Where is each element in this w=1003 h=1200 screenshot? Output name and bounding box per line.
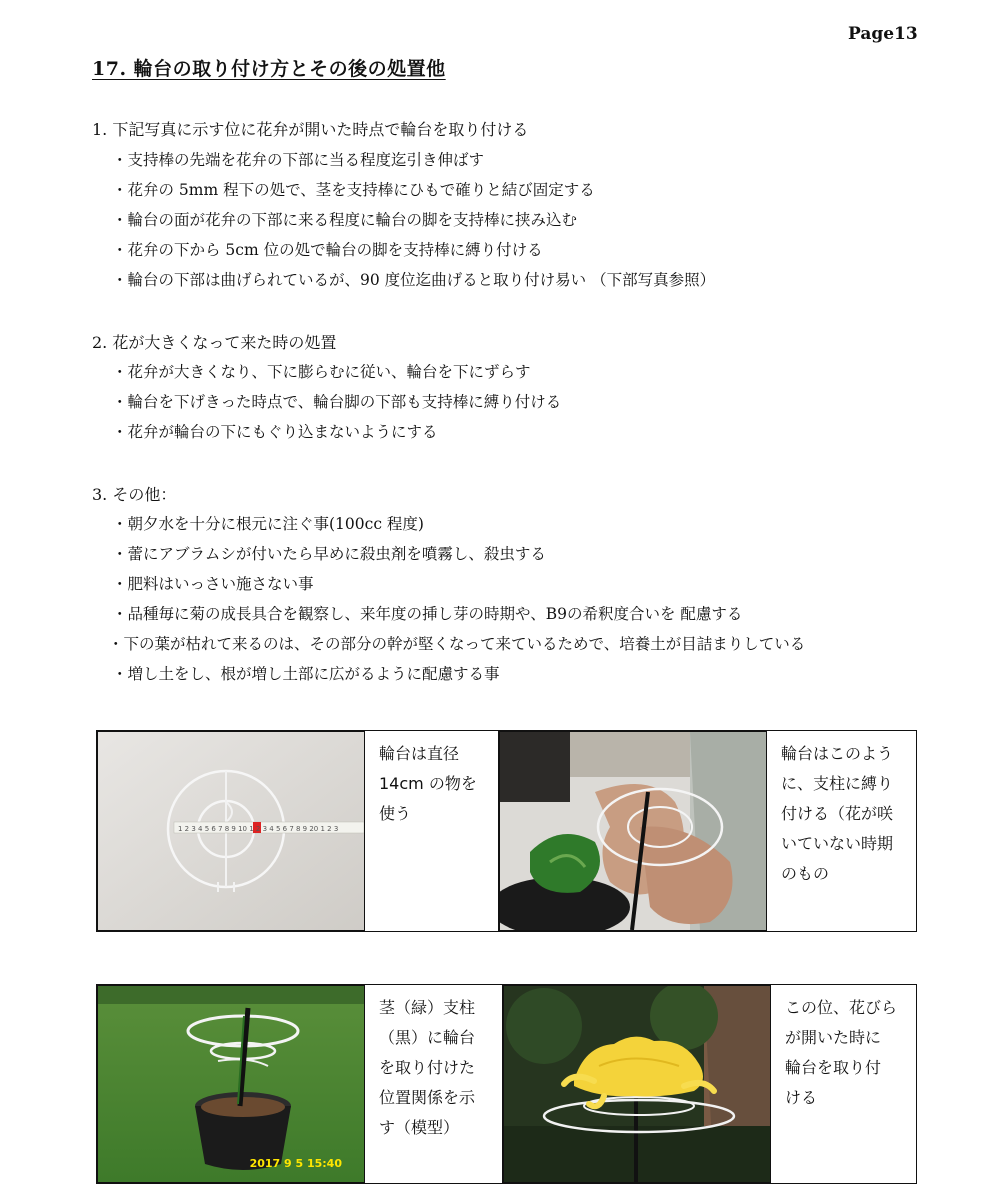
section-3-heading: 3. その他： [92,485,177,504]
section-3-item: ・蕾にアブラムシが付いたら早めに殺虫剤を噴霧し、殺虫する [112,545,546,563]
caption-line: が開いた時に [785,1028,882,1047]
caption-line: に、支柱に縛り [781,774,894,793]
section-1-item: ・花弁の下から 5cm 位の処で輪台の脚を支持棒に縛り付ける [112,241,543,259]
photo-model-on-lawn [96,984,366,1184]
photo-ring-with-ruler [96,730,366,932]
chrysanthemum-image [504,986,770,1182]
section-1-item: ・輪台の下部は曲げられているが、90 度位迄曲げると取り付け易い （下部写真参照） [112,271,716,289]
ruler-digits: 1 2 3 4 5 6 7 8 9 10 1 2 3 4 5 6 7 8 9 20 1 2 3 [178,825,339,833]
page-number: Page13 [848,24,918,44]
photo-flower-with-ring [502,984,772,1184]
page-title: 17. 輪台の取り付け方とその後の処置他 [92,58,446,80]
model-pot-image [98,986,364,1182]
caption-line: 輪台を取り付 [785,1058,882,1077]
section-3-item: ・増し土をし、根が増し土部に広がるように配慮する事 [112,665,500,683]
section-1-item: ・輪台の面が花弁の下部に来る程度に輪台の脚を支持棒に挟み込む [112,211,578,229]
section-2-heading: 2. 花が大きくなって来た時の処置 [92,333,337,352]
caption-line: す（模型） [379,1118,460,1137]
section-1-heading: 1. 下記写真に示す位に花弁が開いた時点で輪台を取り付ける [92,120,529,139]
photo-timestamp: 2017 9 5 15:40 [249,1157,342,1170]
caption-line: 使う [379,804,412,823]
section-3-item: ・下の葉が枯れて来るのは、その部分の幹が堅くなって来ているためで、培養土が目詰まりしている [108,635,806,653]
section-2-item: ・花弁が輪台の下にもぐり込まないようにする [112,423,438,441]
caption-attach-timing [770,984,917,1184]
section-2-item: ・花弁が大きくなり、下に膨らむに従い、輪台を下にずらす [112,363,531,381]
caption-line: 位置関係を示 [379,1088,476,1107]
caption-line: 輪台は直径 [379,744,460,763]
section-3-item: ・肥料はいっさい施さない事 [112,575,314,593]
section-1-item: ・花弁の 5mm 程下の処で、茎を支持棒にひもで確りと結び固定する [112,181,595,199]
caption-line: 輪台はこのよう [781,744,894,763]
section-3-item: ・品種毎に菊の成長具合を観察し、来年度の挿し芽の時期や、B9の希釈度合いを 配慮する [112,605,743,623]
caption-line: 14cm の物を [379,774,477,793]
hands-tying-ring-image [500,732,766,930]
caption-line: （黒）に輪台 [379,1028,476,1047]
caption-line: この位、花びら [785,998,898,1017]
caption-tie-to-post [766,730,917,932]
section-3-item: ・朝夕水を十分に根元に注ぐ事(100cc 程度) [112,515,424,533]
section-1-item: ・支持棒の先端を花弁の下部に当る程度迄引き伸ばす [112,151,485,169]
photo-tying-ring [498,730,768,932]
caption-model-position [364,984,504,1184]
caption-line: 茎（緑）支柱 [379,998,476,1017]
caption-line: いていない時期 [781,834,894,853]
section-2-item: ・輪台を下げきった時点で、輪台脚の下部も支持棒に縛り付ける [112,393,562,411]
ring-on-cardboard-image [98,732,364,930]
caption-line: ける [785,1088,818,1107]
caption-line: 付ける（花が咲 [781,804,894,823]
caption-line: のもの [781,864,830,883]
caption-line: を取り付けた [379,1058,476,1077]
caption-ring-size [364,730,500,932]
